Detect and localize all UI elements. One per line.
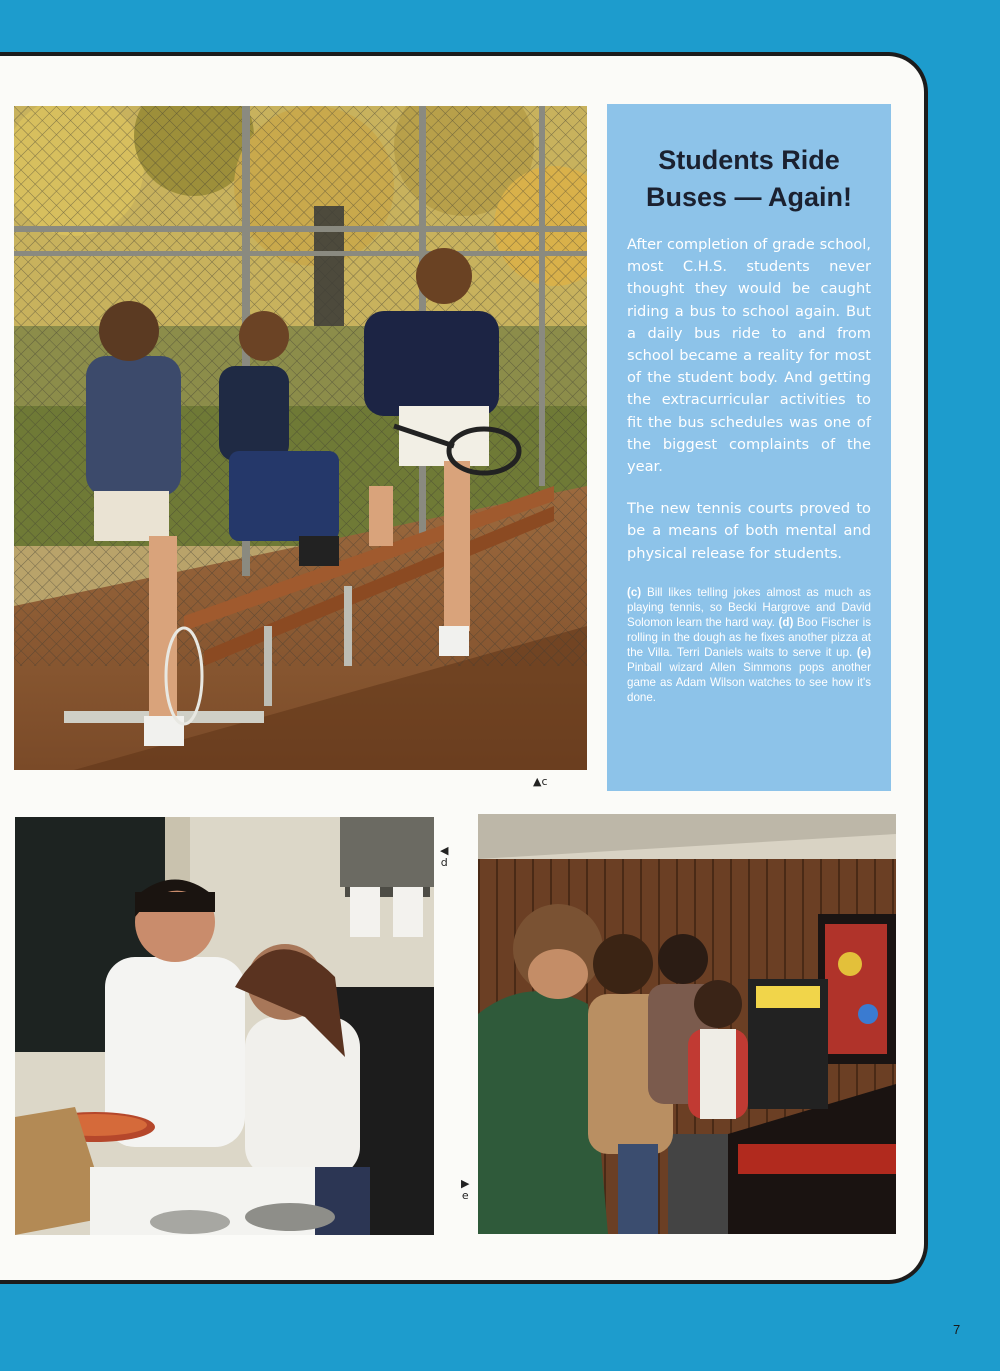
- marker-arrow-icon: ▲: [533, 775, 542, 788]
- headline-line-1: Students Ride: [658, 145, 840, 175]
- caption-e-text: Pinball wizard Allen Simmons pops another game as Adam Wilson watches to see how it's done.: [627, 660, 871, 704]
- marker-letter: d: [440, 856, 448, 869]
- caption-c-text: Bill likes telling jokes almost as much as playing tennis, so Becki Hargrove and David Solomon learn the hard way.: [627, 585, 871, 629]
- caption-d-text: Boo Fischer is rolling in the dough as he fixes another pizza at the Villa. Terri Daniels waits to serve it up.: [627, 615, 871, 659]
- photo-c-marker: [533, 776, 548, 788]
- tennis-court-photo: [14, 106, 587, 770]
- marker-letter: c: [541, 775, 548, 788]
- body-paragraph-2: The new tennis courts proved to be a means of both mental and physical release for students.: [627, 500, 871, 562]
- photo-captions: [627, 585, 871, 705]
- headline-line-2: Buses — Again!: [645, 182, 853, 212]
- marker-letter: e: [461, 1189, 469, 1202]
- marker-arrow-icon: ▶: [461, 1177, 470, 1190]
- photo-e-marker: [461, 1178, 469, 1202]
- caption-e-letter: (e): [856, 645, 871, 659]
- headline: [627, 142, 871, 216]
- arcade-pinball-photo: [478, 814, 896, 1234]
- article-sidebar: [607, 104, 891, 791]
- body-paragraph-1: After completion of grade school, most C.H.S. students never thought they would be caught riding a bus to school again. But a daily bus ride to and from school became a reality for most of the student body. And getting the extracurricular activities to fit the bus schedules was one of the biggest complaints of the year.: [627, 236, 871, 476]
- photo-d-marker: [440, 845, 448, 869]
- caption-d-letter: (d): [778, 615, 794, 629]
- page-number: 7: [953, 1322, 961, 1337]
- marker-arrow-icon: ◀: [440, 844, 449, 857]
- pizza-kitchen-photo: [15, 817, 434, 1235]
- caption-c-letter: (c): [627, 585, 642, 599]
